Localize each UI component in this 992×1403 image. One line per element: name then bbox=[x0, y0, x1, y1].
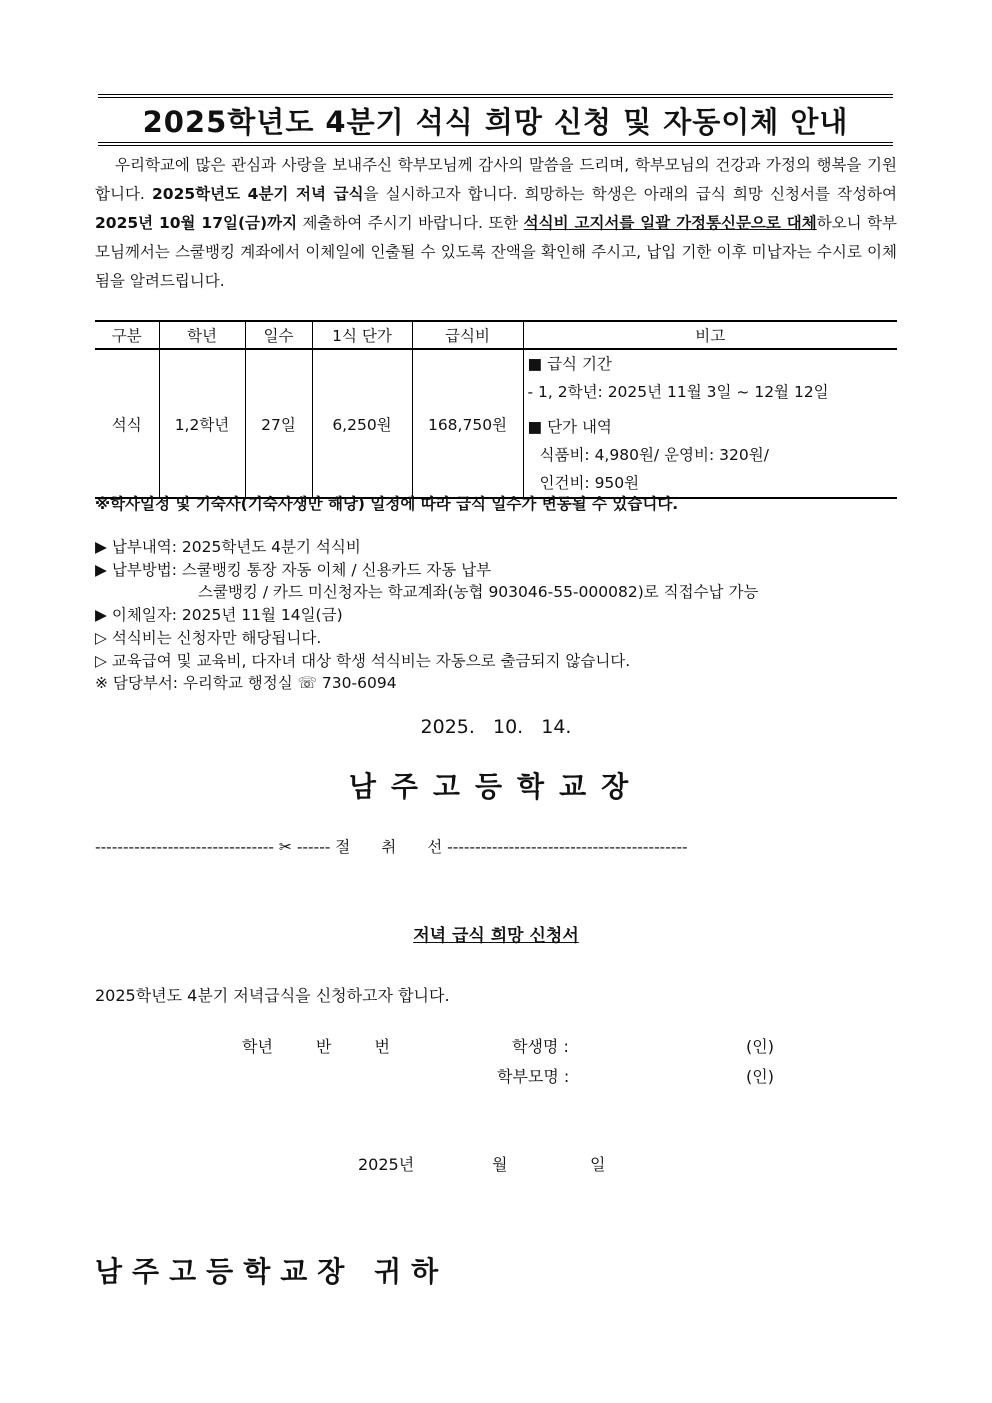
schedule-notice: ※학사일정 및 기숙사(기숙사생만 해당) 일정에 따라 급식 일수가 변동될 수 있습니다. bbox=[95, 495, 679, 513]
form-year: 2025년 bbox=[358, 1155, 415, 1174]
note-price-title: ■ 단가 내역 bbox=[527, 418, 612, 436]
payment-item: ▶ 납부방법: 스쿨뱅킹 통장 자동 이체 / 신용카드 자동 납부 bbox=[95, 560, 492, 579]
parent-seal: (인) bbox=[746, 1067, 774, 1086]
payment-item: ※ 담당부서: 우리학교 행정실 ☏ 730-6094 bbox=[95, 674, 397, 693]
note-price-1: 식품비: 4,980원/ 운영비: 320원/ bbox=[539, 446, 769, 464]
intro-underline: 석식비 고지서를 일괄 가정통신문으로 대체 bbox=[523, 214, 817, 232]
table-row bbox=[95, 349, 897, 498]
student-seal: (인) bbox=[746, 1037, 774, 1056]
document-title: 2025학년도 4분기 석식 희망 신청 및 자동이체 안내 bbox=[142, 105, 849, 139]
payment-item: ▶ 납부내역: 2025학년도 4분기 석식비 bbox=[95, 538, 361, 556]
title-rule-top bbox=[98, 94, 893, 98]
payment-item: ▷ 교육급여 및 교육비, 다자녀 대상 학생 석식비는 자동으로 출금되지 않습니다. bbox=[95, 651, 631, 670]
cell-days: 27일 bbox=[245, 349, 312, 498]
intro-text: 우리학교에 많은 관심과 사랑을 보내주신 학부모님께 감사의 말씀을 드리며, 학부모님의 건강과 가정의 행복을 기원합니다. bbox=[95, 156, 897, 203]
note-period: - 1, 2학년: 2025년 11월 3일 ~ 12월 12일 bbox=[527, 383, 829, 401]
fee-table-header bbox=[95, 321, 897, 349]
note-period-title: ■ 급식 기간 bbox=[527, 355, 612, 373]
form-title bbox=[0, 921, 992, 946]
form-title-text: 저녁 급식 희망 신청서 bbox=[413, 926, 579, 946]
header-grade: 학년 bbox=[159, 321, 245, 349]
intro-paragraph bbox=[95, 151, 897, 296]
payment-item: ▷ 석식비는 신청자만 해당됩니다. bbox=[95, 628, 322, 647]
intro-text: 제출하여 주시기 바랍니다. 또한 bbox=[297, 214, 524, 232]
payment-info bbox=[95, 536, 758, 695]
header-type: 구분 bbox=[95, 321, 159, 349]
intro-bold-deadline: 2025년 10월 17일(금)까지 bbox=[95, 214, 298, 232]
cut-line: -------------------------------- ✂ ------ 절 취 선 ------------------------------------------- bbox=[95, 838, 688, 856]
cell-unit-price: 6,250원 bbox=[312, 349, 412, 498]
cell-fee: 168,750원 bbox=[412, 349, 523, 498]
student-name-label: 학생명 : bbox=[512, 1037, 569, 1056]
header-note: 비고 bbox=[523, 321, 897, 349]
title-rule-bottom bbox=[98, 142, 893, 146]
header-fee: 급식비 bbox=[412, 321, 523, 349]
addressee: 남주고등학교장 귀하 bbox=[95, 1255, 449, 1288]
principal-signature: 남주고등학교장 bbox=[348, 770, 644, 803]
intro-bold-meal: 2025학년도 4분기 저녁 급식 bbox=[152, 185, 364, 203]
cell-note bbox=[523, 349, 897, 498]
cell-grade: 1,2학년 bbox=[159, 349, 245, 498]
apply-text: 2025학년도 4분기 저녁급식을 신청하고자 합니다. bbox=[95, 986, 450, 1005]
issue-date: 2025. 10. 14. bbox=[420, 716, 572, 738]
intro-text: 을 실시하고자 합니다. 희망하는 학생은 아래의 급식 희망 신청서를 작성하여 bbox=[363, 185, 897, 203]
note-price-2: 인건비: 950원 bbox=[539, 474, 640, 492]
fee-table bbox=[95, 320, 897, 499]
form-day: 일 bbox=[590, 1155, 606, 1174]
parent-name-label: 학부모명 : bbox=[497, 1067, 570, 1086]
cell-type: 석식 bbox=[95, 349, 159, 498]
grade-class-number: 학년 반 번 bbox=[242, 1037, 390, 1056]
header-unit-price: 1식 단가 bbox=[312, 321, 412, 349]
payment-item: 스쿨뱅킹 / 카드 미신청자는 학교계좌(농협 903046-55-000082)로 직접수납 가능 bbox=[198, 583, 759, 602]
payment-item: ▶ 이체일자: 2025년 11월 14일(금) bbox=[95, 606, 343, 625]
form-month: 월 bbox=[492, 1155, 508, 1174]
intro-text: 하오니 학부모님께서는 스쿨뱅킹 계좌에서 이체일에 인출될 수 있도록 잔액을 확인해 주시고, 납입 기한 이후 미납자는 수시로 이체됨을 알려드립니다. bbox=[95, 214, 897, 290]
header-days: 일수 bbox=[245, 321, 312, 349]
